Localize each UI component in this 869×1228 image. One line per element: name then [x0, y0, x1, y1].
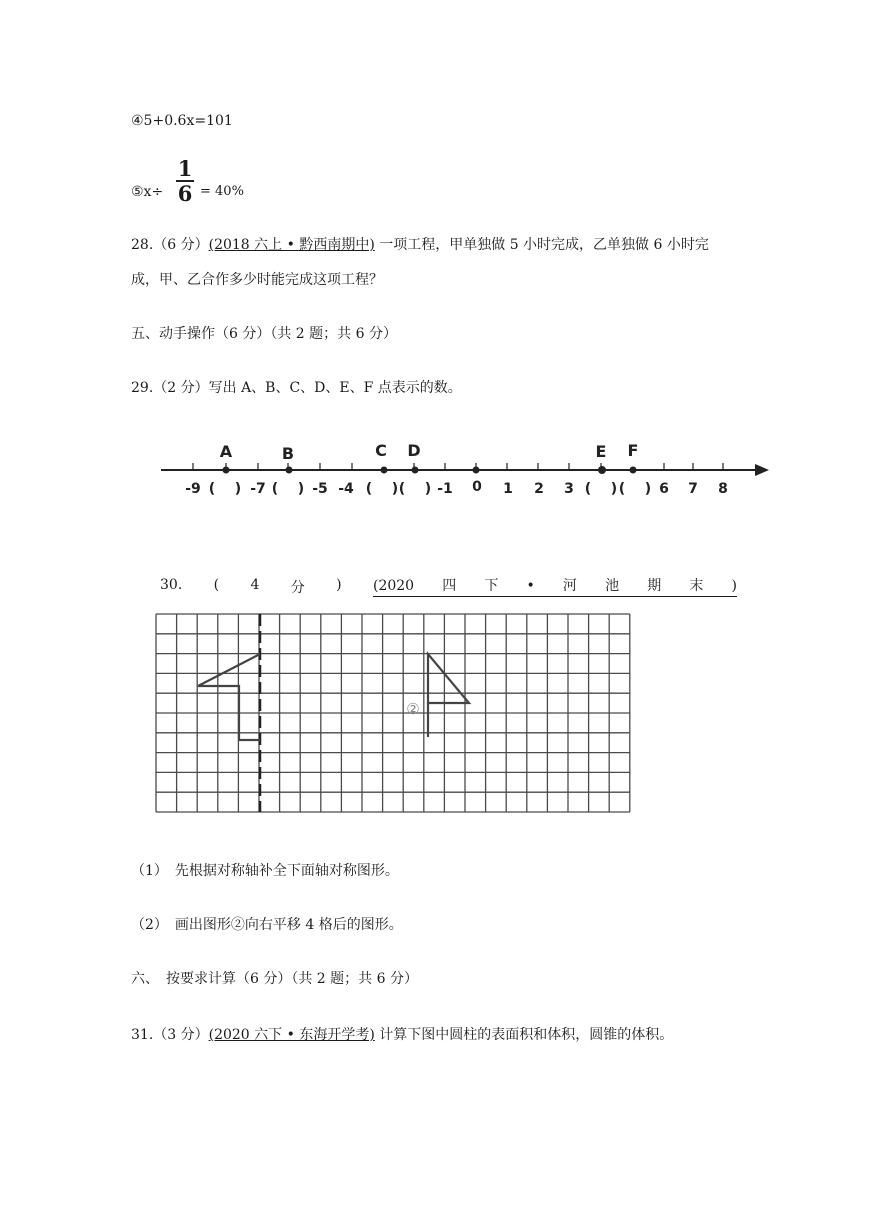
- source-part: 四: [442, 578, 457, 594]
- question-text: 计算下图中圆柱的表面积和体积，圆锥的体积。: [379, 1027, 674, 1043]
- question-source: (2020 六下 • 东海开学考): [208, 1027, 375, 1043]
- blank-close-paren: ): [424, 481, 432, 497]
- tick-label-minus-1: -1: [437, 481, 453, 497]
- number-line-arrow: [755, 464, 769, 476]
- question-28: [131, 234, 709, 254]
- point-label-c: C: [375, 441, 387, 460]
- question-30-sub-1: （1） 先根据对称轴补全下面轴对称图形。: [131, 863, 399, 879]
- source-part: ): [731, 578, 737, 594]
- blank-open-paren: (: [584, 481, 592, 497]
- question-number: 28.（6 分）: [131, 237, 209, 253]
- blank-close-paren: ): [234, 481, 242, 497]
- question-31: [131, 1024, 673, 1044]
- point-label-d: D: [407, 441, 421, 460]
- tick-label-2: 2: [534, 481, 544, 497]
- shape-2-label: ②: [406, 700, 420, 718]
- question-source: [373, 577, 737, 597]
- question-number: 30.: [160, 577, 183, 593]
- question-28-continued: 成，甲、乙合作多少时能完成这项工程？: [131, 272, 383, 288]
- point-label-b: B: [281, 444, 295, 463]
- blank-close-paren: ): [610, 481, 618, 497]
- equation-4: ④5+0.6x=101: [131, 113, 233, 129]
- blank-close-paren: ): [644, 481, 652, 497]
- blank-open-paren: (: [398, 481, 406, 497]
- number-line-ticks: [193, 463, 723, 470]
- point-zero-dot: [473, 467, 480, 474]
- tick-label-3: 3: [564, 481, 574, 497]
- score-value: 4: [250, 577, 260, 593]
- point-label-a: A: [219, 442, 233, 461]
- point-a-dot: [223, 467, 230, 474]
- blank-open-paren: (: [271, 481, 279, 497]
- source-part: 池: [605, 578, 620, 594]
- question-source: (2018 六上 • 黔西南期中): [208, 237, 375, 253]
- tick-label-minus-7: -7: [250, 481, 266, 497]
- tick-label-6: 6: [659, 481, 669, 497]
- point-c-dot: [381, 467, 388, 474]
- question-29: 29.（2 分）写出 A、B、C、D、E、F 点表示的数。: [131, 380, 462, 396]
- blank-open-paren: (: [365, 481, 373, 497]
- blank-open-paren: (: [208, 481, 216, 497]
- shape-2-triangle: [428, 654, 469, 703]
- equation-5-prefix: ⑤x÷: [131, 184, 164, 200]
- point-label-f: F: [627, 441, 639, 460]
- source-part: (2020: [373, 578, 415, 594]
- score-unit: 分: [290, 580, 305, 596]
- equation-5-suffix: = 40%: [200, 184, 244, 199]
- tick-label-8: 8: [718, 481, 728, 497]
- section-heading-6: 六、 按要求计算（6 分）（共 2 题；共 6 分）: [131, 971, 418, 987]
- fraction-denominator: 6: [177, 181, 193, 206]
- tick-label-1: 1: [503, 481, 513, 497]
- source-part: 河: [562, 578, 577, 594]
- point-d-dot: [412, 467, 419, 474]
- question-30-sub-2: （2） 画出图形②向右平移 4 格后的图形。: [131, 917, 403, 933]
- grid-figure: [146, 610, 638, 820]
- fraction-one-sixth: [176, 158, 194, 204]
- blank-open-paren: (: [618, 481, 626, 497]
- blank-close-paren: ): [391, 481, 399, 497]
- question-number: 31.（3 分）: [131, 1027, 209, 1043]
- point-f-dot: [630, 467, 637, 474]
- source-part: 末: [689, 578, 704, 594]
- source-part: 下: [484, 578, 499, 594]
- grid-lines: [156, 614, 630, 812]
- point-b-dot: [286, 467, 293, 474]
- score-paren-close: ): [336, 577, 342, 593]
- score-paren-open: (: [213, 577, 220, 593]
- tick-label-minus-4: -4: [338, 481, 354, 497]
- fraction-numerator: 1: [177, 156, 193, 181]
- tick-label-7: 7: [688, 481, 698, 497]
- source-part: •: [526, 578, 535, 594]
- tick-label-0: 0: [472, 479, 482, 495]
- tick-label-minus-9: -9: [185, 481, 201, 497]
- half-shape: [198, 654, 260, 740]
- section-heading-5: 五、动手操作（6 分）（共 2 题；共 6 分）: [131, 326, 397, 342]
- point-e-dot: [598, 466, 606, 474]
- blank-close-paren: ): [297, 481, 305, 497]
- point-label-e: E: [595, 442, 607, 461]
- question-30-header: [160, 577, 737, 597]
- number-line-figure: [155, 430, 775, 502]
- question-text: 一项工程，甲单独做 5 小时完成，乙单独做 6 小时完: [379, 237, 709, 253]
- source-part: 期: [647, 578, 662, 594]
- tick-label-minus-5: -5: [312, 481, 328, 497]
